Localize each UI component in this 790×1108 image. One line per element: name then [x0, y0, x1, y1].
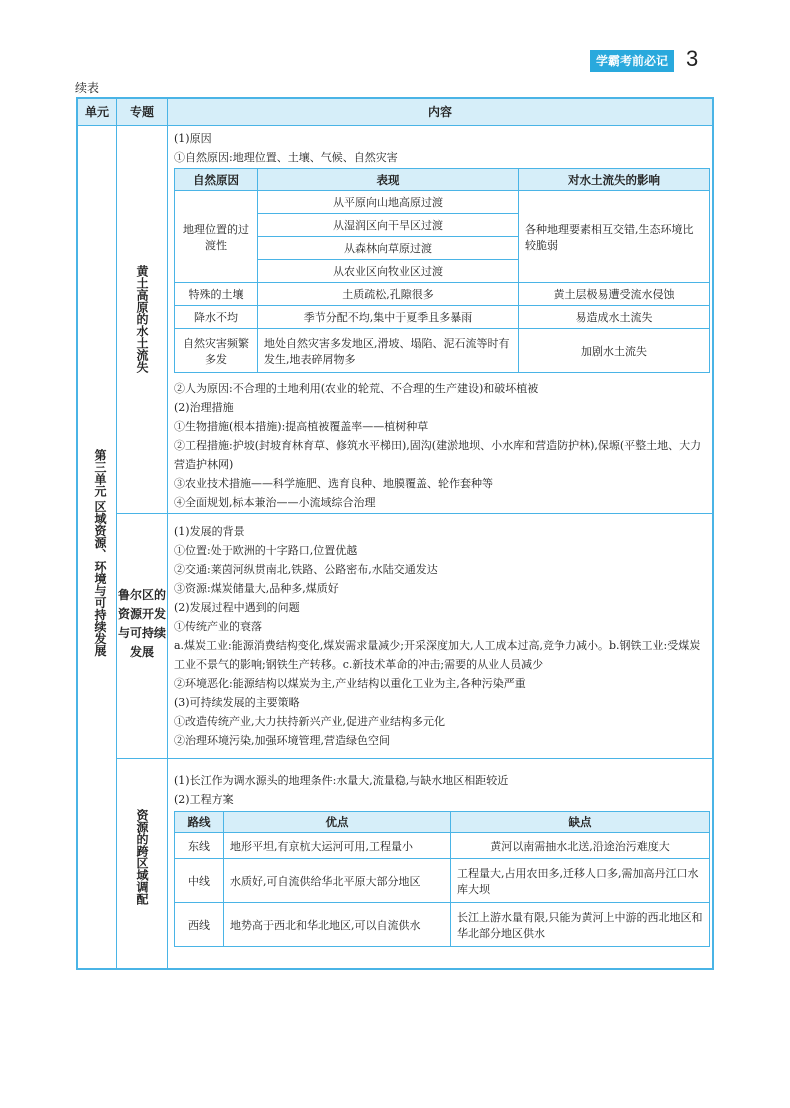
show-3: 从森林向草原过渡 [258, 237, 519, 260]
table-row [175, 903, 710, 947]
show-disaster: 地处自然灾害多发地区,滑坡、塌陷、泥石流等时有发生,地表碎屑物多 [258, 329, 519, 373]
col-cause: 自然原因 [175, 169, 258, 191]
col-pros: 优点 [224, 812, 451, 833]
show-2: 从湿润区向干旱区过渡 [258, 214, 519, 237]
header-content: 内容 [427, 105, 452, 119]
col-effect: 对水土流失的影响 [519, 169, 710, 191]
s2-line-8: ②环境恶化:能源结构以煤炭为主,产业结构以重化工业为主,各种污染严重 [174, 677, 526, 690]
cons-middle: 工程量大,占用农田多,迁移人口多,需加高丹江口水库大坝 [451, 859, 710, 903]
s2-line-11: ②治理环境污染,加强环境管理,营造绿色空间 [174, 734, 390, 747]
s1-line-4: (2)治理措施 [174, 401, 234, 414]
unit-label: 第三单元 区域资源、环境与可持续发展 [93, 449, 107, 657]
cause-soil: 特殊的土壤 [175, 283, 258, 306]
s1-line-5: ①生物措施(根本措施):提高植被覆盖率——植树种草 [174, 420, 429, 433]
header-unit: 单元 [84, 105, 109, 119]
s2-line-4: ③资源:煤炭储量大,品种多,煤质好 [174, 582, 339, 595]
topic-water-transfer: 资源的跨区域调配 [135, 809, 149, 905]
s2-line-3: ②交通:莱茵河纵贯南北,铁路、公路密布,水陆交通发达 [174, 563, 438, 576]
table-row [175, 859, 710, 903]
show-4: 从农业区向牧业区过渡 [258, 260, 519, 283]
show-1: 从平原向山地高原过渡 [258, 191, 519, 214]
col-shows: 表现 [258, 169, 519, 191]
effect-disaster: 加剧水土流失 [519, 329, 710, 373]
table-row [175, 833, 710, 859]
water-transfer-table [174, 811, 710, 947]
table-header [78, 99, 712, 126]
cons-west: 长江上游水量有限,只能为黄河上中游的西北地区和华北部分地区供水 [451, 903, 710, 947]
s1-line-7: ③农业技术措施——科学施肥、选育良种、地膜覆盖、轮作套种等 [174, 477, 493, 490]
cause-disaster: 自然灾害频繁多发 [175, 329, 258, 373]
s1-line-2: ①自然原因:地理位置、土壤、气候、自然灾害 [174, 151, 398, 164]
route-east: 东线 [175, 833, 224, 859]
pros-east: 地形平坦,有京杭大运河可用,工程量小 [224, 833, 451, 859]
s2-line-9: (3)可持续发展的主要策略 [174, 696, 300, 709]
header-topic: 专题 [129, 105, 154, 119]
cause-location: 地理位置的过渡性 [175, 191, 258, 283]
s3-line-2: (2)工程方案 [174, 793, 234, 806]
s1-line-3: ②人为原因:不合理的土地利用(农业的轮荒、不合理的生产建设)和破坏植被 [174, 382, 539, 395]
s2-line-7: a.煤炭工业:能源消费结构变化,煤炭需求量减少;开采深度加大,人工成本过高,竞争力减小。b.钢铁工业:受煤炭工业不景气的影响;钢铁生产转移。c.新技术革命的冲击;需要的从业人员减少 [174, 639, 701, 671]
topic-ruhr: 鲁尔区的资源开发与可持续发展 [118, 588, 167, 659]
s1-line-8: ④全面规划,标本兼治——小流域综合治理 [174, 496, 376, 509]
pros-middle: 水质好,可自流供给华北平原大部分地区 [224, 859, 451, 903]
effect-soil: 黄土层极易遭受流水侵蚀 [519, 283, 710, 306]
show-soil: 土质疏松,孔隙很多 [258, 283, 519, 306]
s3-line-1: (1)长江作为调水源头的地理条件:水量大,流量稳,与缺水地区相距较近 [174, 774, 509, 787]
s1-line-6: ②工程措施:护坡(封坡育林育草、修筑水平梯田),固沟(建淤地坝、小水库和营造防护林),保塬(平整土地、大力营造护林网) [174, 439, 702, 471]
s2-line-2: ①位置:处于欧洲的十字路口,位置优越 [174, 544, 358, 557]
topic-loess-erosion: 黄土高原的水土流失 [135, 265, 149, 373]
effect-rain: 易造成水土流失 [519, 306, 710, 329]
show-rain: 季节分配不均,集中于夏季且多暴雨 [258, 306, 519, 329]
chapter-badge: 学霸考前必记 [590, 50, 674, 72]
s2-line-1: (1)发展的背景 [174, 525, 245, 538]
pros-west: 地势高于西北和华北地区,可以自流供水 [224, 903, 451, 947]
effect-location: 各种地理要素相互交错,生态环境比较脆弱 [519, 191, 710, 283]
col-cons: 缺点 [451, 812, 710, 833]
s2-line-6: ①传统产业的衰落 [174, 620, 262, 633]
continued-label: 续表 [75, 81, 100, 95]
route-west: 西线 [175, 903, 224, 947]
natural-causes-table [174, 168, 710, 373]
s2-line-10: ①改造传统产业,大力扶持新兴产业,促进产业结构多元化 [174, 715, 445, 728]
s2-line-5: (2)发展过程中遇到的问题 [174, 601, 300, 614]
s1-line-1: (1)原因 [174, 132, 212, 145]
cons-east: 黄河以南需抽水北送,沿途治污难度大 [451, 833, 710, 859]
main-table [76, 97, 714, 970]
col-route: 路线 [175, 812, 224, 833]
page-number: 3 [686, 46, 699, 71]
route-middle: 中线 [175, 859, 224, 903]
cause-rain: 降水不均 [175, 306, 258, 329]
